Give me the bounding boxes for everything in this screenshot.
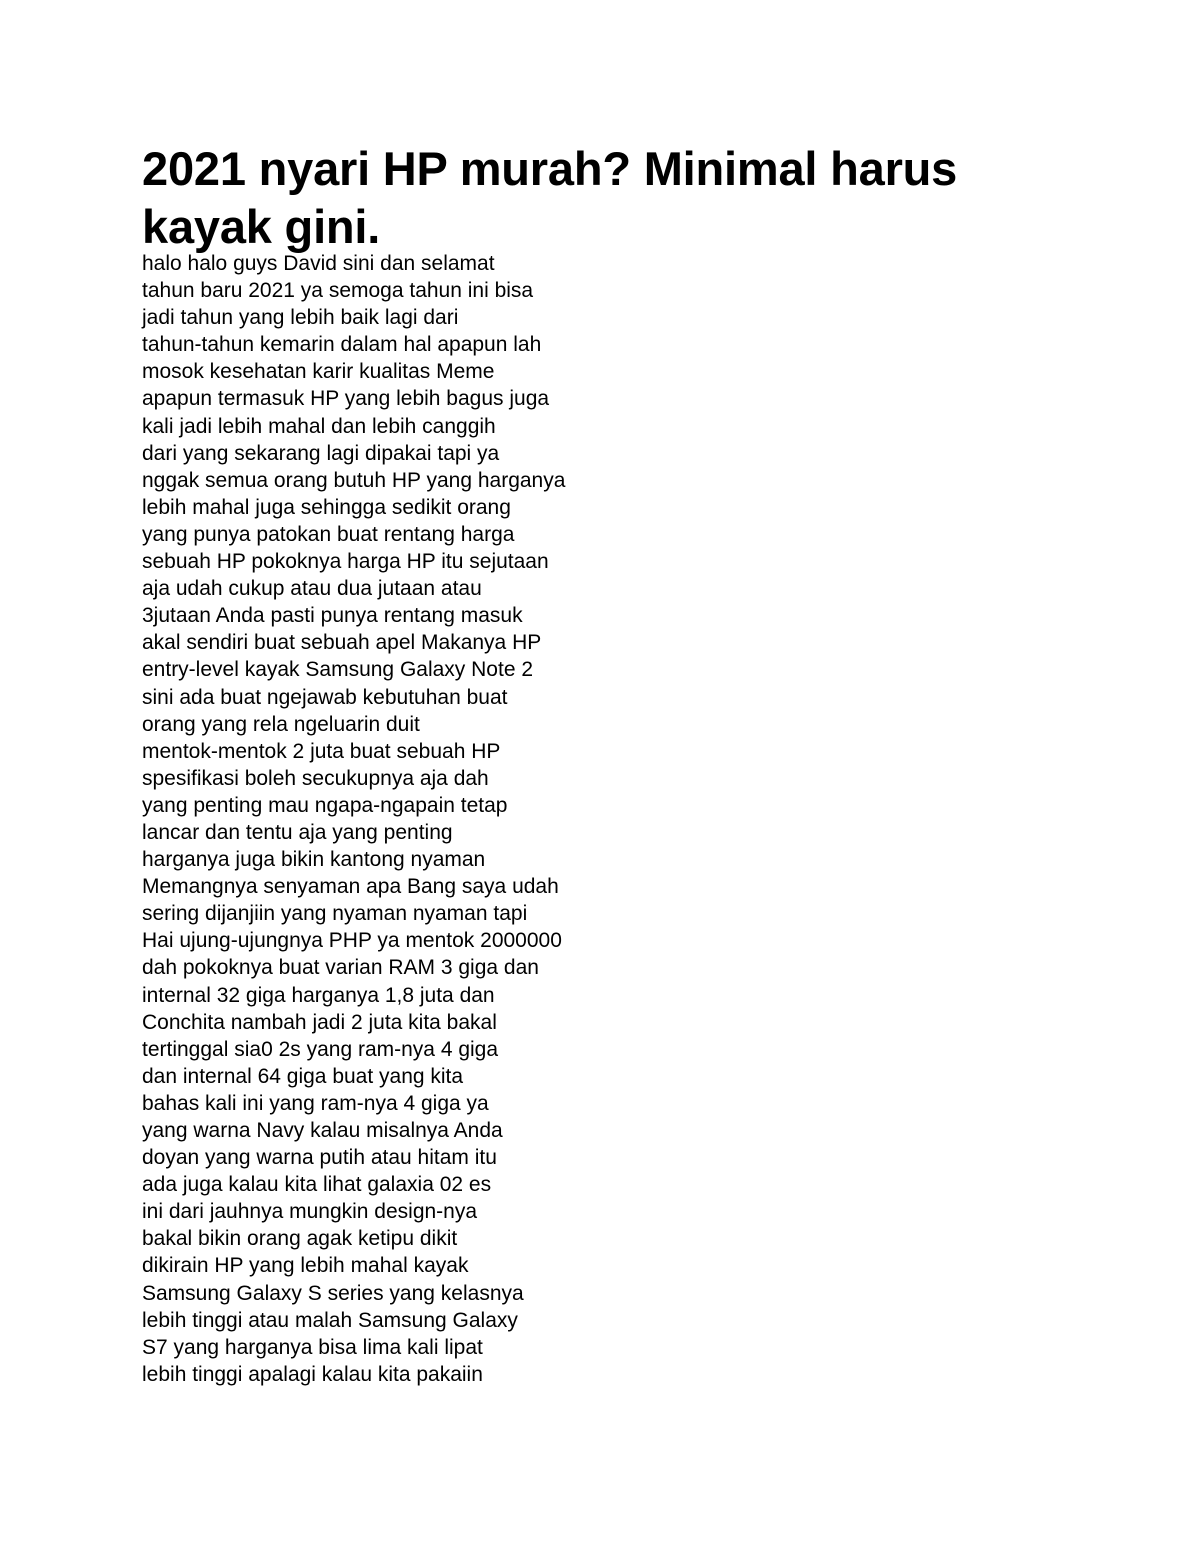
body-line: tahun baru 2021 ya semoga tahun ini bisa xyxy=(142,279,534,303)
body-line: lebih tinggi atau malah Samsung Galaxy xyxy=(142,1308,518,1332)
body-line: akal sendiri buat sebuah apel Makanya HP xyxy=(142,631,542,655)
body-line: Hai ujung-ujungnya PHP ya mentok 2000000 xyxy=(142,929,562,953)
body-line: harganya juga bikin kantong nyaman xyxy=(142,848,486,872)
body-line: orang yang rela ngeluarin duit xyxy=(142,712,420,736)
body-line: bakal bikin orang agak ketipu dikit xyxy=(142,1227,458,1251)
body-line: yang punya patokan buat rentang harga xyxy=(142,522,515,546)
body-line: doyan yang warna putih atau hitam itu xyxy=(142,1146,497,1170)
body-line: aja udah cukup atau dua jutaan atau xyxy=(142,577,482,601)
body-line: nggak semua orang butuh HP yang harganya xyxy=(142,468,566,492)
body-line: bahas kali ini yang ram-nya 4 giga ya xyxy=(142,1091,489,1115)
body-line: dah pokoknya buat varian RAM 3 giga dan xyxy=(142,956,539,980)
body-line: tertinggal sia0 2s yang ram-nya 4 giga xyxy=(142,1037,499,1061)
body-line: sini ada buat ngejawab kebutuhan buat xyxy=(142,685,508,709)
body-line: apapun termasuk HP yang lebih bagus juga xyxy=(142,387,550,411)
body-line: sebuah HP pokoknya harga HP itu sejutaan xyxy=(142,550,549,574)
document-body xyxy=(142,250,565,1388)
document-title: 2021 nyari HP murah? Minimal harus kayak gini. xyxy=(142,142,958,253)
body-line: yang warna Navy kalau misalnya Anda xyxy=(142,1119,503,1142)
body-line: Conchita nambah jadi 2 juta kita bakal xyxy=(142,1010,497,1034)
body-line: lancar dan tentu aja yang penting xyxy=(142,820,453,844)
body-line: kali jadi lebih mahal dan lebih canggih xyxy=(142,414,496,438)
body-line: tahun-tahun kemarin dalam hal apapun lah xyxy=(142,333,542,357)
body-line: mosok kesehatan karir kualitas Meme xyxy=(142,360,495,384)
body-line: halo halo guys David sini dan selamat xyxy=(142,252,495,275)
body-line: entry-level kayak Samsung Galaxy Note 2 xyxy=(142,658,534,682)
body-line: jadi tahun yang lebih baik lagi dari xyxy=(142,306,459,330)
body-line: internal 32 giga harganya 1,8 juta dan xyxy=(142,983,495,1007)
body-line: ada juga kalau kita lihat galaxia 02 es xyxy=(142,1173,492,1197)
body-line: mentok-mentok 2 juta buat sebuah HP xyxy=(142,739,501,763)
body-line: ini dari jauhnya mungkin design-nya xyxy=(142,1200,478,1224)
body-line: dan internal 64 giga buat yang kita xyxy=(142,1064,464,1088)
body-line: 3jutaan Anda pasti punya rentang masuk xyxy=(142,604,523,628)
body-line: Samsung Galaxy S series yang kelasnya xyxy=(142,1281,524,1305)
body-line: dari yang sekarang lagi dipakai tapi ya xyxy=(142,441,500,465)
body-line: sering dijanjiin yang nyaman nyaman tapi xyxy=(142,902,528,926)
body-line: S7 yang harganya bisa lima kali lipat xyxy=(142,1335,483,1359)
body-line: Memangnya senyaman apa Bang saya udah xyxy=(142,875,559,899)
body-line: lebih mahal juga sehingga sedikit orang xyxy=(142,495,511,519)
body-line: dikirain HP yang lebih mahal kayak xyxy=(142,1254,469,1278)
body-line: lebih tinggi apalagi kalau kita pakaiin xyxy=(142,1362,483,1386)
body-line: yang penting mau ngapa-ngapain tetap xyxy=(142,793,508,817)
body-line: spesifikasi boleh secukupnya aja dah xyxy=(142,766,489,790)
